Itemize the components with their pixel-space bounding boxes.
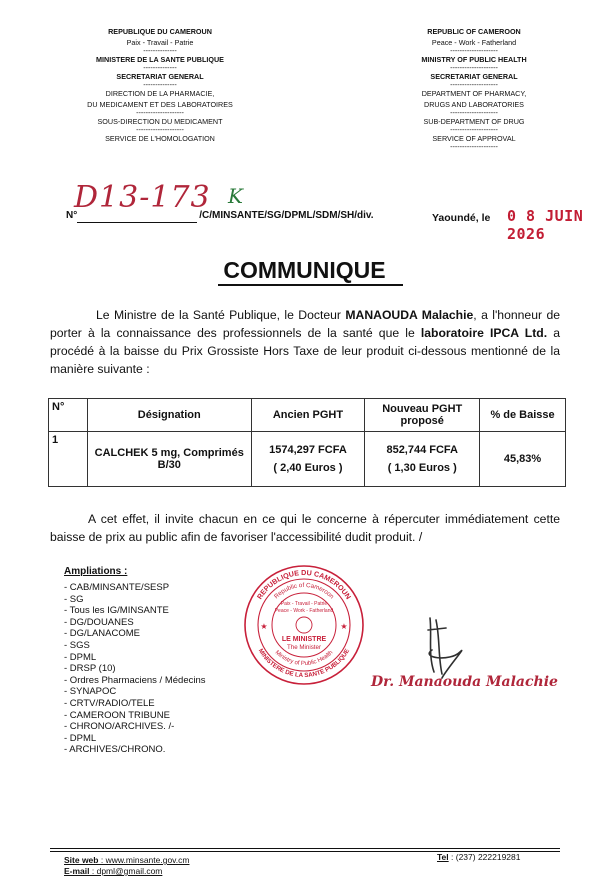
footer-email [64,866,190,877]
direction-fr-2: DU MEDICAMENT ET DES LABORATOIRES [87,100,233,109]
separator: -------------- [143,80,177,89]
separator: -------------------- [450,80,498,89]
separator: -------------------- [450,63,498,72]
separator: -------------------- [136,108,184,117]
handwritten-reference-number: D13-173 [74,180,211,215]
footer-website [64,855,190,866]
signatory-name: Dr. Manaouda Malachie [371,674,558,690]
intro-paragraph [50,306,560,378]
motto-fr: Paix - Travail - Patrie [126,38,194,47]
ampliation-item: - ARCHIVES/CHRONO. [64,744,166,756]
separator: -------------------- [136,125,184,134]
ampliation-item: - DRSP (10) [64,663,116,675]
stamp-motto-fr: Paix - Travail - Patrie [280,601,328,607]
date-label: Yaoundé, le [432,212,491,224]
new-price-fcfa: 852,744 FCFA [386,444,458,456]
stamp-motto-en: Peace - Work - Fatherland [274,608,334,614]
phone-value: : (237) 222219281 [448,852,521,862]
separator: -------------------- [450,108,498,117]
star-icon: ★ [260,622,268,631]
reference-prefix: N° [66,210,78,221]
separator: -------------------- [450,46,498,55]
ampliation-item: - DG/DOUANES [64,616,134,628]
direction-fr-1: DIRECTION DE LA PHARMACIE, [105,89,215,98]
laboratory-name: laboratoire IPCA Ltd. [420,326,548,340]
secretariat-fr: SECRETARIAT GENERAL [116,72,204,81]
stamp-center-1: LE MINISTRE [281,636,327,643]
row-drop-percent: 45,83% [480,432,566,487]
republic-name-fr: REPUBLIQUE DU CAMEROUN [108,27,212,36]
table-header-row [49,399,566,432]
republic-name-en: REPUBLIC OF CAMEROON [427,27,521,36]
service-en: SERVICE OF APPROVAL [432,134,516,143]
website-label: Site web [64,855,99,865]
website-value[interactable]: : www.minsante.gov.cm [98,855,190,865]
reference-suffix: /C/MINSANTE/SG/DPML/SDM/SH/div. [199,210,374,221]
row-number: 1 [49,432,88,487]
title-underline [218,284,403,286]
subdirection-fr: SOUS-DIRECTION DU MEDICAMENT [97,117,223,126]
stamp-center-2: The Minister [286,644,322,651]
header-left [60,26,260,144]
intro-text-2: , a l'honneur de porter à la connaissance des professionnels de la santé que le [50,308,560,340]
reference-line [66,210,374,221]
document-title: COMMUNIQUE [223,257,386,283]
table-row [49,432,566,487]
separator: -------------------- [450,142,498,151]
price-table [48,398,566,487]
ampliations-list [64,582,206,756]
separator: -------------- [143,46,177,55]
header-right [374,26,574,150]
row-old-price [251,432,365,487]
ampliation-item: - DPML [64,651,97,663]
email-value[interactable]: : dpml@gmail.com [89,866,163,876]
stamp-inner-bottom: Ministry of Public Health [273,649,335,668]
ampliation-item: - CAB/MINSANTE/SESP [64,582,170,593]
header-drop-percent: % de Baisse [480,399,566,432]
ampliation-item: - CAMEROON TRIBUNE [64,709,170,721]
email-label: E-mail [64,866,90,876]
closing-paragraph: A cet effet, il invite chacun en ce qui le concerne à répercuter immédiatement cette baisse de prix au public afin de favoriser l'accessibilité dudit produit. / [50,512,560,544]
intro-text-3: a procédé à la baisse du Prix Grossiste Hors Taxe de leur produit ci-dessous mentionné de la manière suivante : [50,326,560,376]
new-price-eur: ( 1,30 Euros ) [387,462,457,474]
ampliation-item: - CHRONO/ARCHIVES. /- [64,721,175,733]
department-en-1: DEPARTMENT OF PHARMACY, [421,89,527,98]
ampliations-title: Ampliations : [64,566,128,577]
header-old-price: Ancien PGHT [251,399,365,432]
ampliation-item: - CRTV/RADIO/TELE [64,697,155,709]
stamp-outer-top: REPUBLIQUE DU CAMEROUN [254,567,354,601]
reference-blank-line [77,222,197,223]
ampliation-item: - SG [64,593,84,605]
stamp-inner-top: Republic of Cameroon [272,581,336,601]
footer-divider [50,848,560,849]
footer-phone [437,852,521,862]
footer-contacts [64,855,190,877]
row-new-price [365,432,480,487]
ampliation-item: - Tous les IG/MINSANTE [64,605,169,617]
handwritten-initials: K [228,184,243,208]
stamp-emblem-icon [296,617,312,633]
date-stamp: 0 8 JUIN 2026 [507,207,584,243]
header-designation: Désignation [87,399,251,432]
header-number: N° [49,399,88,432]
separator: -------------------- [450,125,498,134]
ampliation-item: - SGS [64,639,90,651]
row-designation: CALCHEK 5 mg, Comprimés B/30 [87,432,251,487]
ampliation-item: - SYNAPOC [64,686,117,698]
ministry-name-en: MINISTRY OF PUBLIC HEALTH [421,55,527,64]
intro-text-1: Le Ministre de la Santé Publique, le Docteur [96,308,346,322]
separator: -------------- [143,63,177,72]
minister-name: MANAOUDA Malachie [345,308,474,322]
ampliation-item: - DG/LANACOME [64,628,141,640]
old-price-fcfa: 1574,297 FCFA [269,444,347,456]
header-new-price: Nouveau PGHT proposé [365,399,480,432]
department-en-2: DRUGS AND LABORATORIES [424,100,524,109]
stamp-outer-bottom: MINISTERE DE LA SANTE PUBLIQUE [256,647,352,680]
subdepartment-en: SUB-DEPARTMENT OF DRUG [423,117,525,126]
ministry-name-fr: MINISTERE DE LA SANTE PUBLIQUE [96,55,224,64]
service-fr: SERVICE DE L'HOMOLOGATION [105,134,215,143]
ampliation-item: - Ordres Pharmaciens / Médecins [64,674,206,686]
official-seal-stamp [242,563,366,687]
old-price-eur: ( 2,40 Euros ) [273,462,343,474]
phone-label: Tel [437,852,449,862]
secretariat-en: SECRETARIAT GENERAL [430,72,518,81]
motto-en: Peace - Work - Fatherland [431,38,517,47]
star-icon: ★ [340,622,348,631]
svg-text:Ministry of Public Health [274,650,335,667]
ampliation-item: - DPML [64,732,97,744]
